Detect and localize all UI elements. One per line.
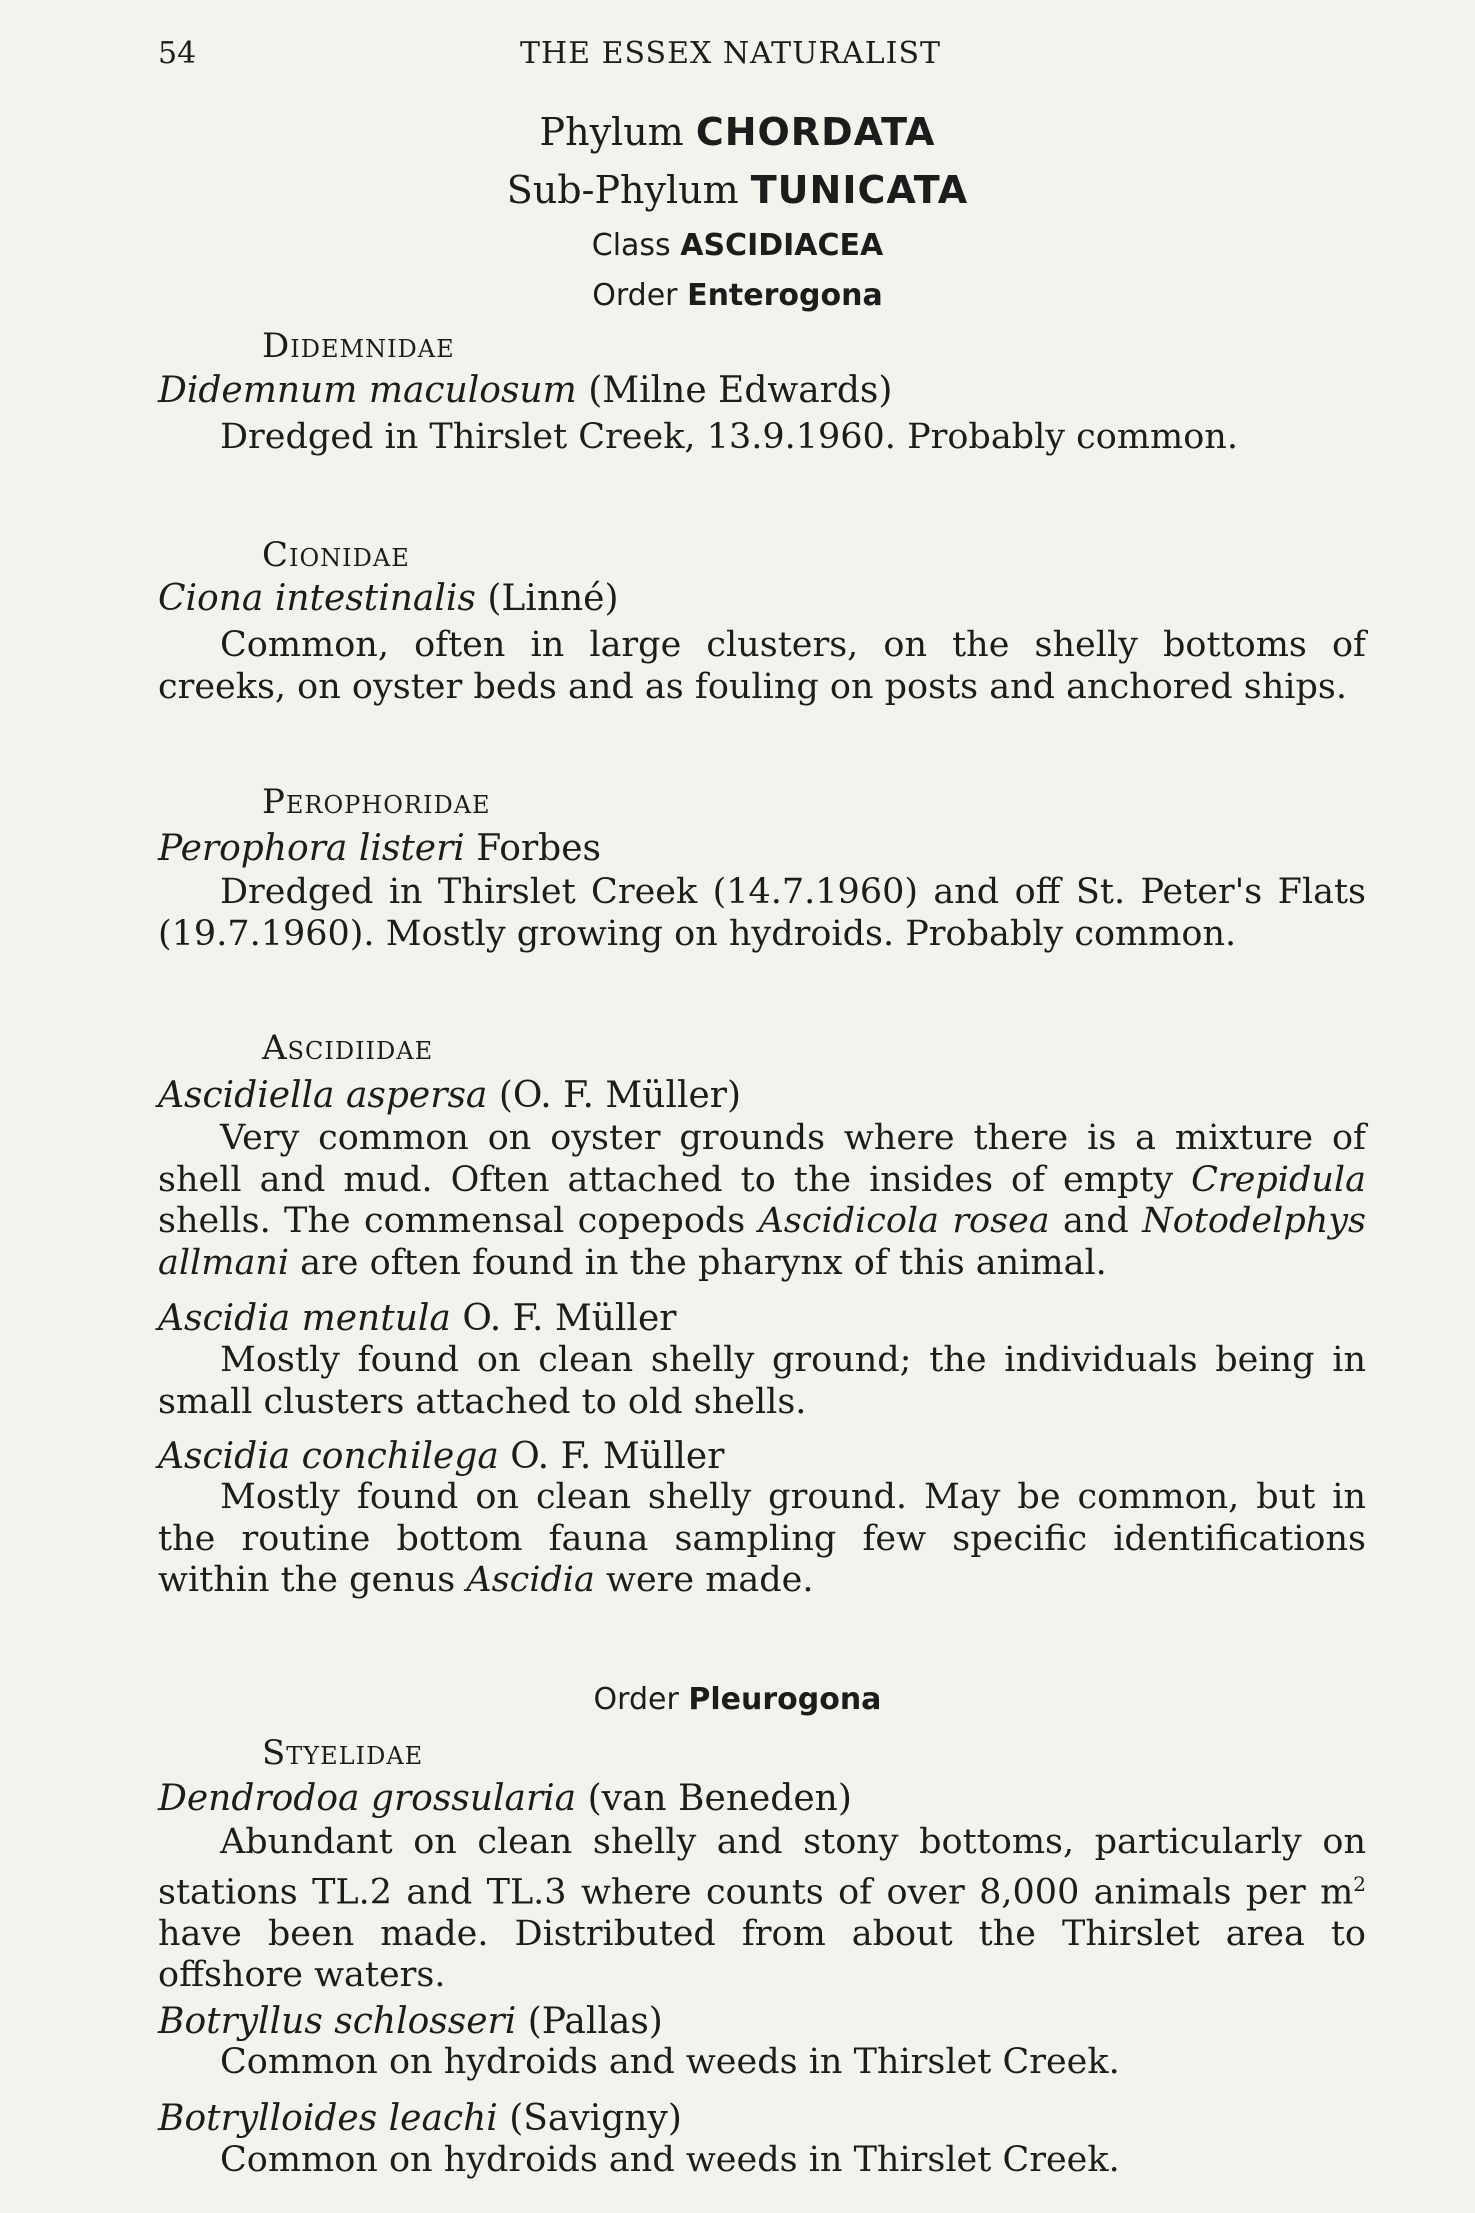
species-name: Botrylloides leachi [158,2098,498,2139]
subphylum-line [0,168,1475,212]
species-note: Abundant on clean shelly and stony bottoms, particularly on stations TL.2 and TL.3 where counts of over 8,000 animals per $m^2$ have been made. Distributed from about the Thirslet area to offshore waters. [158,1822,1366,1996]
species-author: O. F. Müller [498,1436,725,1477]
species-botrylloides-leachi [158,2098,682,2139]
order-name: Enterogona [687,278,883,313]
species-author: (O. F. Müller) [487,1075,742,1116]
family-heading-perophoridae: Perophoridae [262,782,491,822]
running-title: THE ESSEX NATURALIST [520,36,942,71]
subphylum-prefix: Sub-Phylum [506,168,739,212]
family-heading-ascidiidae: Ascidiidae [262,1028,434,1068]
phylum-line [0,110,1475,154]
species-note: Common, often in large clusters, on the shelly bottoms of creeks, on oyster beds and as fouling on posts and anchored ships. [158,625,1366,707]
species-botryllus-schlosseri [158,2001,663,2042]
family-heading-cionidae: Cionidae [262,535,410,575]
species-author: (Milne Edwards) [576,370,893,411]
order-prefix: Order [593,1682,679,1717]
species-note: Dredged in Thirslet Creek (14.7.1960) and off St. Peter's Flats (19.7.1960). Mostly growing on hydroids. Probably common. [158,872,1366,954]
order-prefix: Order [592,278,678,313]
species-author: Forbes [464,828,601,869]
page-number: 54 [158,36,197,71]
species-author: O. F. Müller [450,1298,677,1339]
phylum-name: CHORDATA [695,110,936,154]
species-name: Ciona intestinalis [158,578,476,619]
species-ascidia-mentula [158,1298,676,1339]
species-name: Didemnum maculosum [158,370,577,411]
class-prefix: Class [591,228,671,263]
family-heading-didemnidae: Didemnidae [262,326,455,366]
species-author: (Savigny) [497,2098,682,2139]
family-heading-styelidae: Styelidae [262,1733,424,1773]
species-note: Mostly found on clean shelly ground; the individuals being in small clusters attached to old shells. [158,1340,1366,1422]
species-didemnum-maculosum [158,370,892,411]
class-line [0,228,1475,263]
class-name: ASCIDIACEA [680,228,884,263]
subphylum-name: TUNICATA [750,168,969,212]
species-note: Common on hydroids and weeds in Thirslet Creek. [220,2042,1120,2082]
species-ascidia-conchilega [158,1436,724,1477]
phylum-prefix: Phylum [539,110,684,154]
order-name: Pleurogona [688,1682,882,1717]
species-name: Botryllus schlosseri [158,2001,517,2042]
species-note: Mostly found on clean shelly ground. May be common, but in the routine bottom fauna sampling few specific identifications within the genus Ascidia were made. [158,1477,1366,1600]
species-note: Dredged in Thirslet Creek, 13.9.1960. Probably common. [220,417,1238,457]
species-ascidiella-aspersa [158,1075,741,1116]
species-name: Ascidia conchilega [158,1436,499,1477]
species-ciona-intestinalis [158,578,619,619]
running-head [158,36,1335,76]
species-name: Perophora listeri [158,828,465,869]
species-dendrodoa-grossularia [158,1778,852,1819]
species-author: (Linné) [475,578,619,619]
order-line [0,278,1475,313]
species-perophora-listeri [158,828,601,869]
species-note: Very common on oyster grounds where there is a mixture of shell and mud. Often attached to the insides of empty Crepidula shells. The commensal copepods Ascidicola rosea and Notodelphys allmani are often found in the pharynx of this animal. [158,1118,1366,1283]
species-author: (Pallas) [516,2001,663,2042]
species-note: Common on hydroids and weeds in Thirslet Creek. [220,2140,1120,2180]
species-name: Ascidia mentula [158,1298,451,1339]
species-name: Ascidiella aspersa [158,1075,488,1116]
order-line-pleurogona [0,1682,1475,1717]
species-author: (van Beneden) [576,1778,852,1819]
species-name: Dendrodoa grossularia [158,1778,577,1819]
